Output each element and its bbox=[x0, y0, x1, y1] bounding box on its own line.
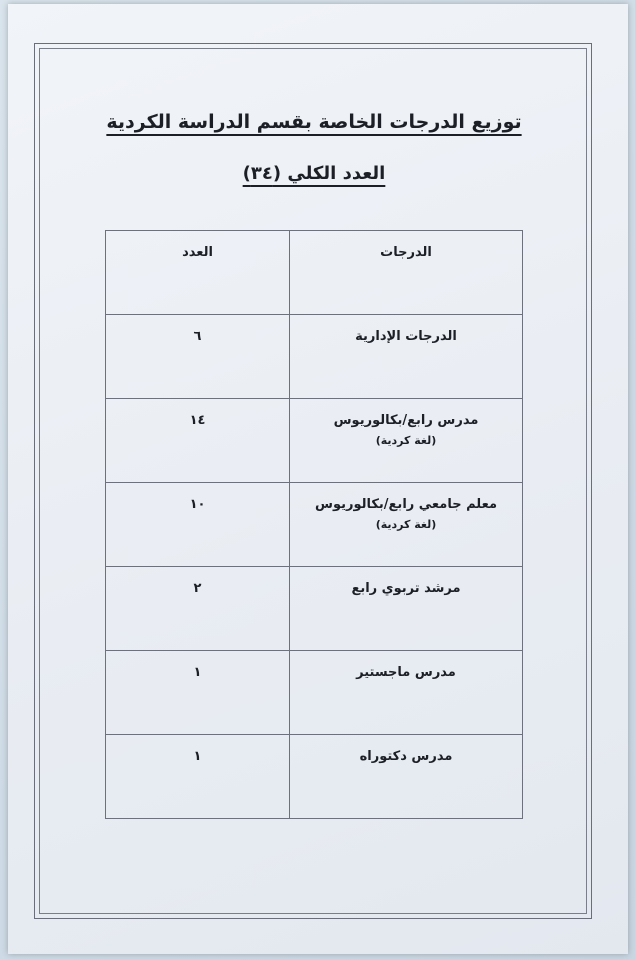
grade-cell: مدرس دكتوراه bbox=[290, 735, 523, 819]
header-grades: الدرجات bbox=[290, 231, 523, 315]
header-count: العدد bbox=[106, 231, 290, 315]
count-cell: ١ bbox=[106, 651, 290, 735]
grade-cell: الدرجات الإدارية bbox=[290, 315, 523, 399]
table-row bbox=[106, 483, 523, 567]
grade-cell: مدرس رابع/بكالوريوس (لغة كردية) bbox=[290, 399, 523, 483]
grades-table bbox=[105, 230, 523, 819]
total-count-heading: العدد الكلي (٣٤) bbox=[242, 163, 386, 184]
table-row bbox=[106, 651, 523, 735]
table-row bbox=[106, 399, 523, 483]
grade-note: (لغة كردية) bbox=[375, 434, 437, 447]
grade-cell: مدرس ماجستير bbox=[290, 651, 523, 735]
count-cell: ١ bbox=[106, 735, 290, 819]
grade-cell: معلم جامعي رابع/بكالوريوس (لغة كردية) bbox=[290, 483, 523, 567]
count-cell: ١٤ bbox=[106, 399, 290, 483]
table-row bbox=[106, 567, 523, 651]
grade-note: (لغة كردية) bbox=[375, 518, 437, 531]
count-cell: ٦ bbox=[106, 315, 290, 399]
table-header-row bbox=[106, 231, 523, 315]
document-title: توزيع الدرجات الخاصة بقسم الدراسة الكردية bbox=[106, 111, 522, 133]
grade-cell: مرشد تربوي رابع bbox=[290, 567, 523, 651]
count-cell: ٢ bbox=[106, 567, 290, 651]
table-row bbox=[106, 315, 523, 399]
count-cell: ١٠ bbox=[106, 483, 290, 567]
table-row bbox=[106, 735, 523, 819]
